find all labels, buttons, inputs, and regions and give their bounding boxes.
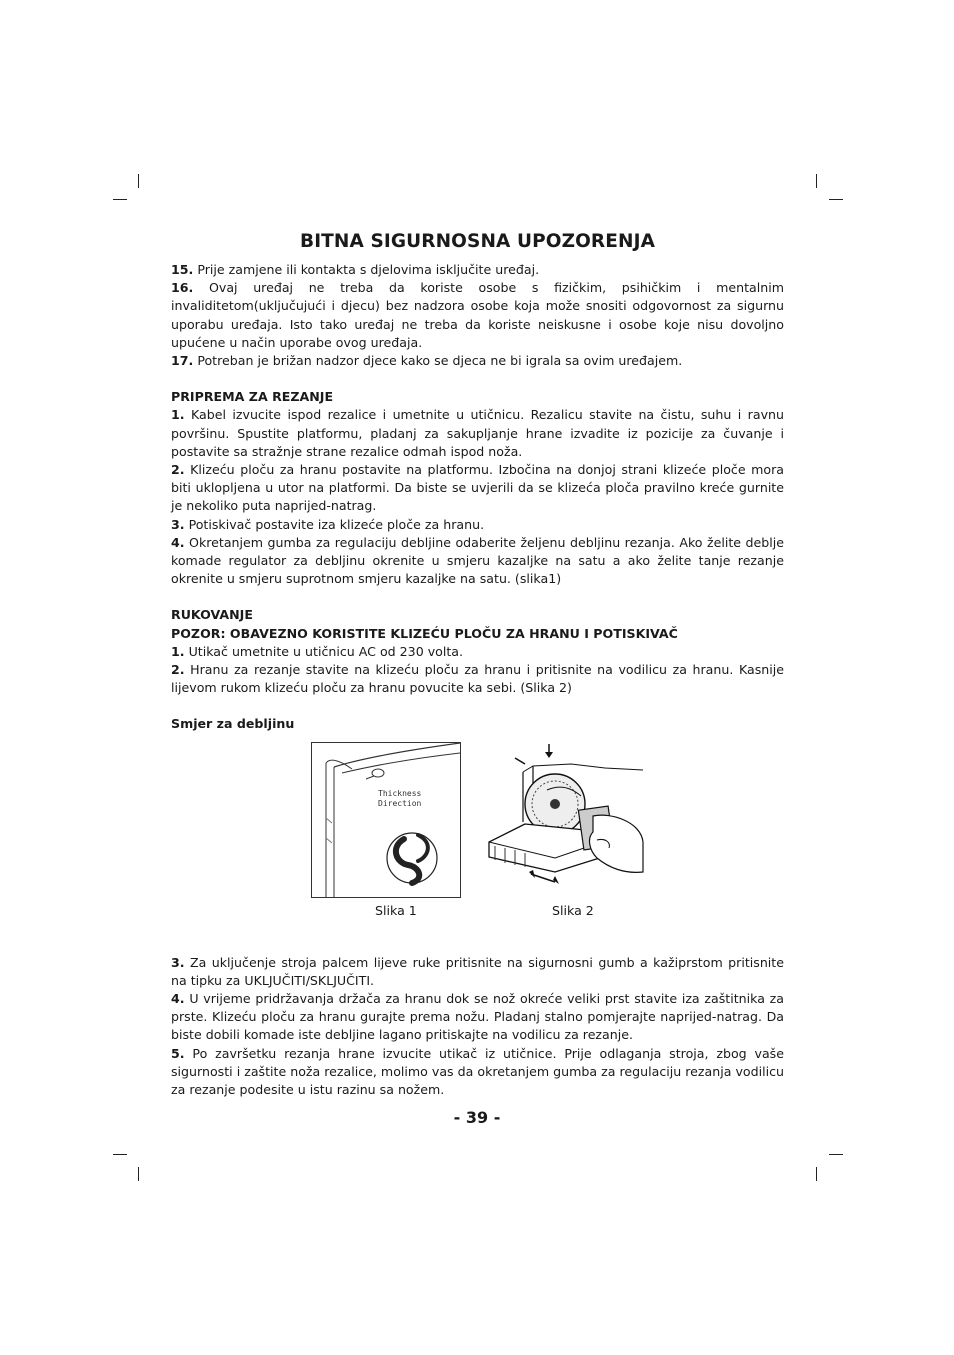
- crop-mark: [138, 174, 139, 188]
- list-item: 3. Potiskivač postavite iza klizeće ploče za hranu.: [171, 516, 485, 532]
- list-item: 2. Hranu za rezanje stavite na klizeću ploču za hranu i pritisnite na vodilicu za hranu. Kasnije lijevom rukom klizeću ploču za hranu povucite ka sebi. (Slika 2): [171, 662, 784, 696]
- crop-mark: [113, 1154, 127, 1155]
- crop-mark: [816, 1167, 817, 1181]
- crop-mark: [816, 174, 817, 188]
- handling-warning: POZOR: OBAVEZNO KORISTITE KLIZEĆU PLOČU ZA HRANU I POTISKIVAČ: [171, 625, 678, 641]
- thickness-label: Thickness: [378, 788, 422, 798]
- warning-item: 16. Ovaj uređaj ne treba da koriste osobe s fizičkim, psihičkim i mentalnim invaliditetom(uključujući i djecu) bez nadzora osobe koja može snositi odgovornost za sigurnu uporabu uređaja. Isto tako uređaj ne treba da koriste neiskusne i osobe koje nisu dovoljno upućene u način uporabe ovog uređaja.: [171, 280, 784, 350]
- list-item: 5. Po završetku rezanja hrane izvucite utikač iz utičnice. Prije odlaganja stroja, zbog vaše sigurnosti i zaštite noža rezalice, molimo vas da okretanjem gumba za regulaciju rezanja vodilicu za rezanje podesite u istu razinu sa nožem.: [171, 1045, 784, 1098]
- figure-slicer-use: [485, 742, 645, 892]
- thickness-knob-illustration: [312, 743, 460, 897]
- figures-row: [171, 742, 784, 954]
- figure-caption-1: Slika 1: [375, 902, 417, 918]
- warning-item: 17. Potreban je brižan nadzor djece kako se djeca ne bi igrala sa ovim uređajem.: [171, 353, 683, 369]
- slicer-illustration: [485, 742, 645, 892]
- page-content: [171, 230, 784, 1099]
- page-title: BITNA SIGURNOSNA UPOZORENJA: [300, 231, 655, 252]
- list-item: 1. Utikač umetnite u utičnicu AC od 230 volta.: [171, 643, 464, 659]
- list-item: 1. Kabel izvucite ispod rezalice i umetnite u utičnicu. Rezalicu stavite na čistu, suhu i ravnu površinu. Spustite platformu, pladanj za sakupljanje hrane izvadite iz pozicije za čuvanje i postavite sa stražnje strane rezalice odmah ispod noža.: [171, 407, 784, 459]
- page-number: - 39 -: [453, 1108, 501, 1127]
- warning-item: 15. Prije zamjene ili kontakta s djelovima isključite uređaj.: [171, 262, 540, 277]
- list-item: 2. Klizeću ploču za hranu postavite na platformu. Izbočina na donjoj strani klizeće ploče mora biti ukloplјena u utor na platformi. Da biste se uvjerili da se klizeća ploča pravilno kreće gurnite je nekoliko puta naprijed-natrag.: [171, 462, 784, 514]
- figures-subheading: Smjer za debljinu: [171, 716, 295, 732]
- list-item: 4. U vrijeme pridržavanja držača za hranu dok se nož okreće veliki prst stavite iza zaštitnika za prste. Klizeću ploču za hranu gurajte prema nožu. Pladanj stalno pomjerajte naprijed-natrag. Da biste dobili komade iste debljine lagano pritiskajte na vodilicu za rezanje.: [171, 991, 784, 1043]
- figure-caption-2: Slika 2: [552, 902, 594, 918]
- crop-mark: [829, 1154, 843, 1155]
- direction-label: Direction: [378, 798, 422, 808]
- list-item: 3. Za uključenje stroja palcem lijeve ruke pritisnite na sigurnosni gumb a kažiprstom pritisnite na tipku za UKLJUČITI/SKLJUČITI.: [171, 954, 784, 988]
- crop-mark: [113, 199, 127, 200]
- crop-mark: [829, 199, 843, 200]
- crop-mark: [138, 1167, 139, 1181]
- section-heading-preparation: PRIPREMA ZA REZANJE: [171, 389, 334, 405]
- section-heading-handling: RUKOVANJE: [171, 607, 253, 623]
- list-item: 4. Okretanjem gumba za regulaciju debljine odaberite željenu debljinu rezanja. Ako želite deblje komade regulator za debljinu okrenite u smjeru kazaljke na satu a ako želite tanje rezanje okrenite u smjeru suprotnom smjeru kazaljke na satu. (slika1): [171, 534, 784, 587]
- figure-thickness-knob: [311, 742, 461, 898]
